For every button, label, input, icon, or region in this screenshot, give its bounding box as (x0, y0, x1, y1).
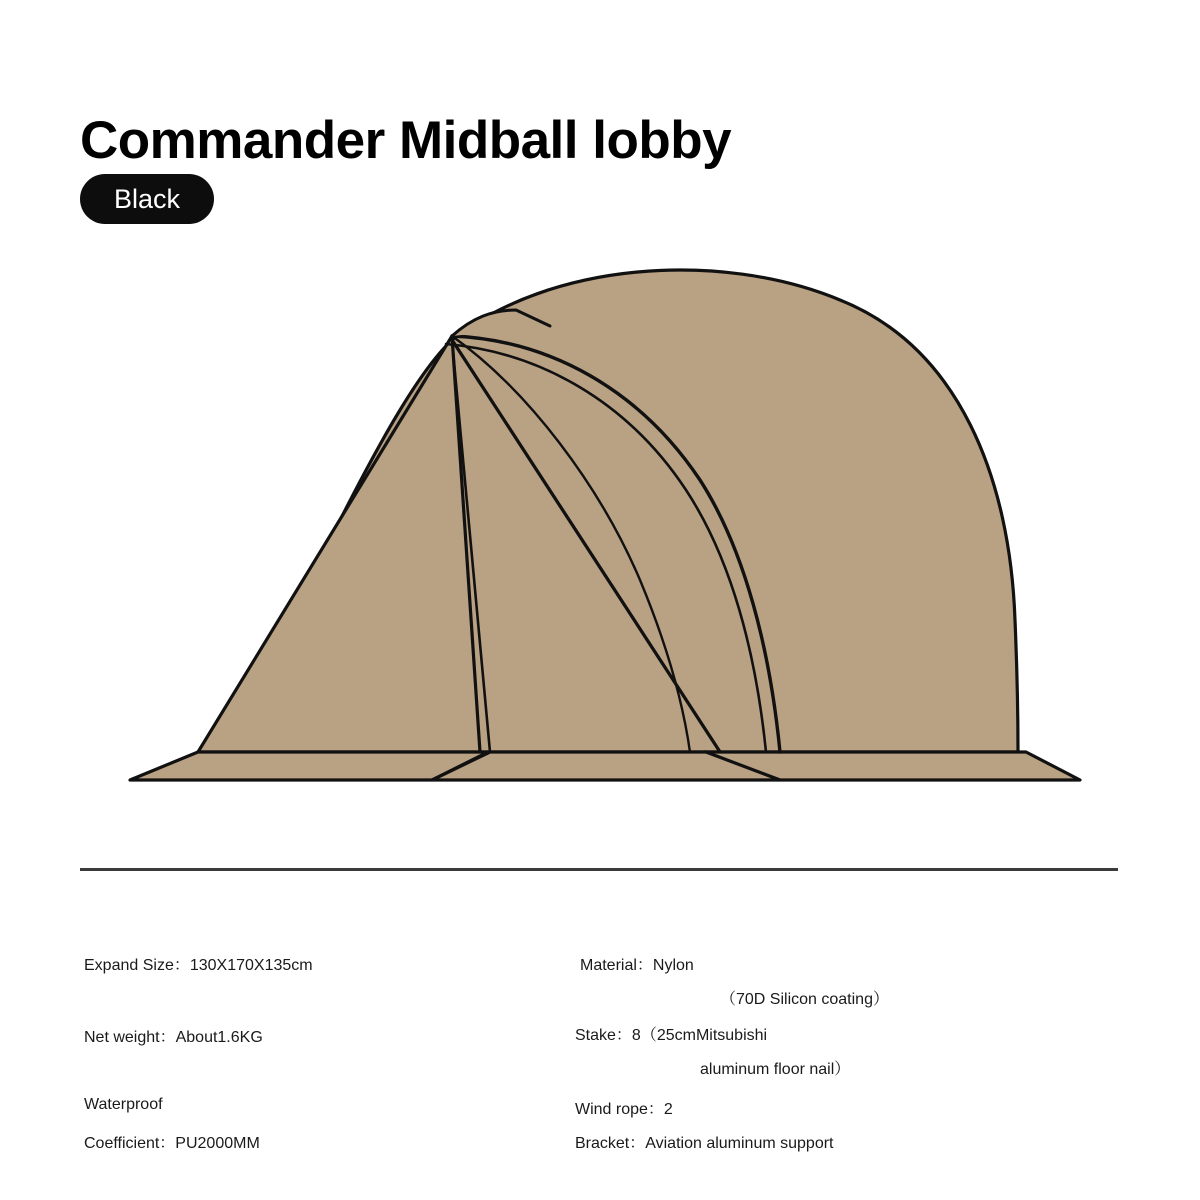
spec-net-weight: Net weight：About1.6KG (84, 1029, 263, 1046)
spec-bracket: Bracket：Aviation aluminum support (575, 1135, 834, 1152)
spec-stake: Stake：8（25cmMitsubishi (575, 1027, 768, 1044)
spec-stake-detail: aluminum floor nail） (700, 1061, 851, 1078)
spec-wind-rope: Wind rope：2 (575, 1101, 673, 1118)
ground-skirt-left (130, 752, 488, 780)
spec-material: Material：Nylon (580, 957, 694, 974)
spec-material-detail: （70D Silicon coating） (720, 991, 889, 1008)
spec-waterproof-label: Waterproof (84, 1096, 163, 1113)
tent-face-front (198, 336, 480, 752)
tent-illustration (80, 240, 1120, 820)
spec-waterproof-coefficient: Coefficient：PU2000MM (84, 1135, 260, 1152)
section-divider (80, 868, 1118, 871)
page-title: Commander Midball lobby (80, 110, 732, 170)
color-variant-badge[interactable]: Black (80, 174, 214, 224)
specifications (80, 930, 1140, 1170)
spec-expand-size: Expand Size：130X170X135cm (84, 957, 313, 974)
product-image (80, 240, 1120, 820)
